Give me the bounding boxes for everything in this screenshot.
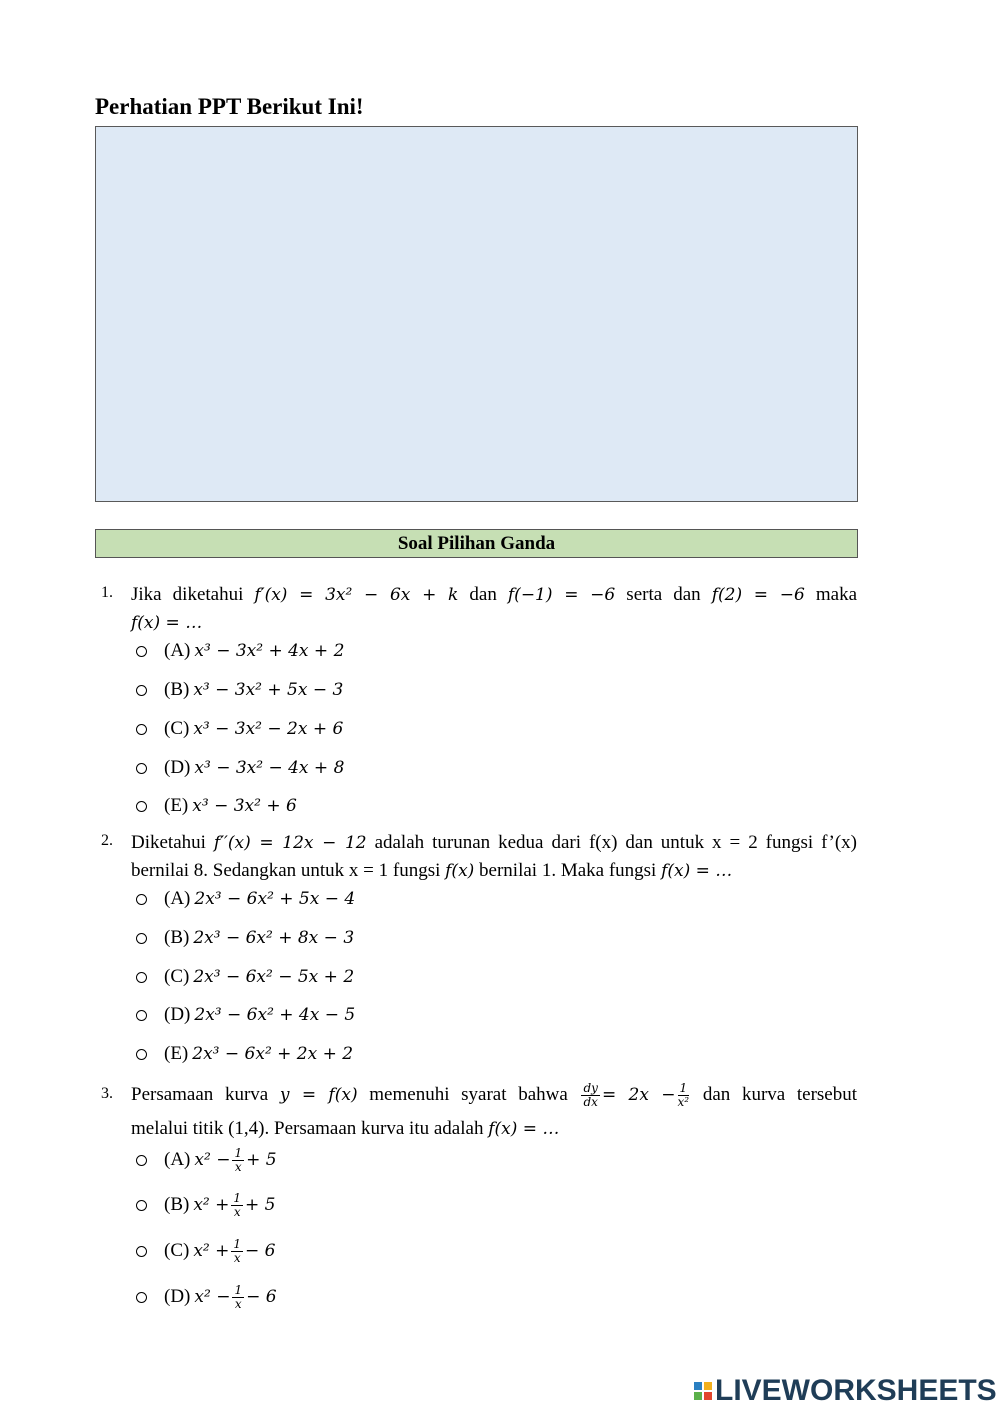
radio-button[interactable] (136, 801, 147, 812)
radio-button[interactable] (136, 646, 147, 657)
radio-button[interactable] (136, 1246, 147, 1257)
fraction-dydx: $\frac{dy}{dx}$ (583, 1081, 598, 1110)
liveworksheets-logo (694, 1374, 997, 1408)
question-number: 2. (101, 832, 113, 849)
math-expr: f(x) = … (131, 613, 203, 633)
option-1b[interactable]: (B) x³ − 3x² + 5x − 3 (136, 675, 343, 705)
option-3d[interactable]: (D) x² − $\frac{1}{x}$ − 6 (136, 1281, 277, 1313)
math-expr: f(−1) = −6 (507, 585, 616, 605)
radio-button[interactable] (136, 724, 147, 735)
math-expr: y = f(x) (279, 1085, 358, 1105)
radio-button[interactable] (136, 1200, 147, 1211)
option-1a[interactable]: (A) x³ − 3x² + 4x + 2 (136, 636, 344, 666)
math-expr: f(2) = −6 (711, 585, 805, 605)
option-3c[interactable]: (C) x² + $\frac{1}{x}$ − 6 (136, 1235, 276, 1267)
option-1e[interactable]: (E) x³ − 3x² + 6 (136, 791, 297, 821)
option-1c[interactable]: (C) x³ − 3x² − 2x + 6 (136, 714, 343, 744)
option-2c[interactable]: (C) 2x³ − 6x² − 5x + 2 (136, 962, 354, 992)
option-2d[interactable]: (D) 2x³ − 6x² + 4x − 5 (136, 1000, 355, 1030)
radio-button[interactable] (136, 894, 147, 905)
fraction: $\frac{1}{x}$ (233, 1190, 242, 1219)
question-3 (95, 1078, 857, 1146)
radio-button[interactable] (136, 1010, 147, 1021)
math-expr: f(x) = … (488, 1119, 560, 1139)
radio-button[interactable] (136, 685, 147, 696)
question-stem: Persamaan kurva y = f(x) memenuhi syarat bahwa $\frac{dy}{dx}$ = 2x − $\frac{1}{\text{x²}}$ dan kurva tersebut melalui titik (1,4). Persamaan kurva itu adalah f(x) = … (131, 1081, 858, 1139)
question-number: 1. (101, 584, 113, 601)
page-title: Perhatian PPT Berikut Ini! (95, 94, 364, 119)
ppt-embed-placeholder[interactable] (95, 126, 858, 502)
option-3b[interactable]: (B) x² + $\frac{1}{x}$ + 5 (136, 1189, 276, 1221)
radio-button[interactable] (136, 1292, 147, 1303)
math-expr: f′(x) = 3x² − 6x + k (254, 585, 459, 605)
radio-button[interactable] (136, 1049, 147, 1060)
radio-button[interactable] (136, 763, 147, 774)
section-title: Soal Pilihan Ganda (397, 532, 556, 554)
brand-name: LIVEWORKSHEETS (715, 1374, 997, 1407)
fraction: $\frac{1}{x}$ (233, 1236, 242, 1265)
question-1 (95, 581, 857, 637)
question-number: 3. (101, 1085, 113, 1102)
question-stem: Jika diketahui f′(x) = 3x² − 6x + k dan f(−1) = −6 serta dan f(2) = −6 maka f(x) = … (131, 584, 858, 633)
question-stem: Diketahui f′′(x) = 12x − 12 adalah turunan kedua dari f(x) dan untuk x = 2 fungsi f’(x) bernilai 8. Sedangkan untuk x = 1 fungsi f(x) bernilai 1. Maka fungsi f(x) = … (131, 832, 857, 881)
option-1d[interactable]: (D) x³ − 3x² − 4x + 8 (136, 753, 344, 783)
section-header (95, 529, 858, 558)
math-expr: f(x) = … (661, 861, 733, 881)
option-2b[interactable]: (B) 2x³ − 6x² + 8x − 3 (136, 923, 354, 953)
fraction: $\frac{1}{x}$ (234, 1145, 243, 1174)
math-expr: f′′(x) = 12x − 12 (213, 833, 367, 853)
option-2e[interactable]: (E) 2x³ − 6x² + 2x + 2 (136, 1039, 353, 1069)
option-3a[interactable]: (A) x² − $\frac{1}{x}$ + 5 (136, 1144, 277, 1176)
logo-icon (694, 1382, 712, 1400)
math-expr: f(x) (445, 861, 475, 881)
option-2a[interactable]: (A) 2x³ − 6x² + 5x − 4 (136, 884, 355, 914)
fraction: $\frac{1}{x}$ (234, 1282, 243, 1311)
radio-button[interactable] (136, 972, 147, 983)
radio-button[interactable] (136, 1155, 147, 1166)
question-2 (95, 829, 857, 885)
fraction-1-over-x2: $\frac{1}{\text{x²}}$ (677, 1081, 690, 1110)
radio-button[interactable] (136, 933, 147, 944)
